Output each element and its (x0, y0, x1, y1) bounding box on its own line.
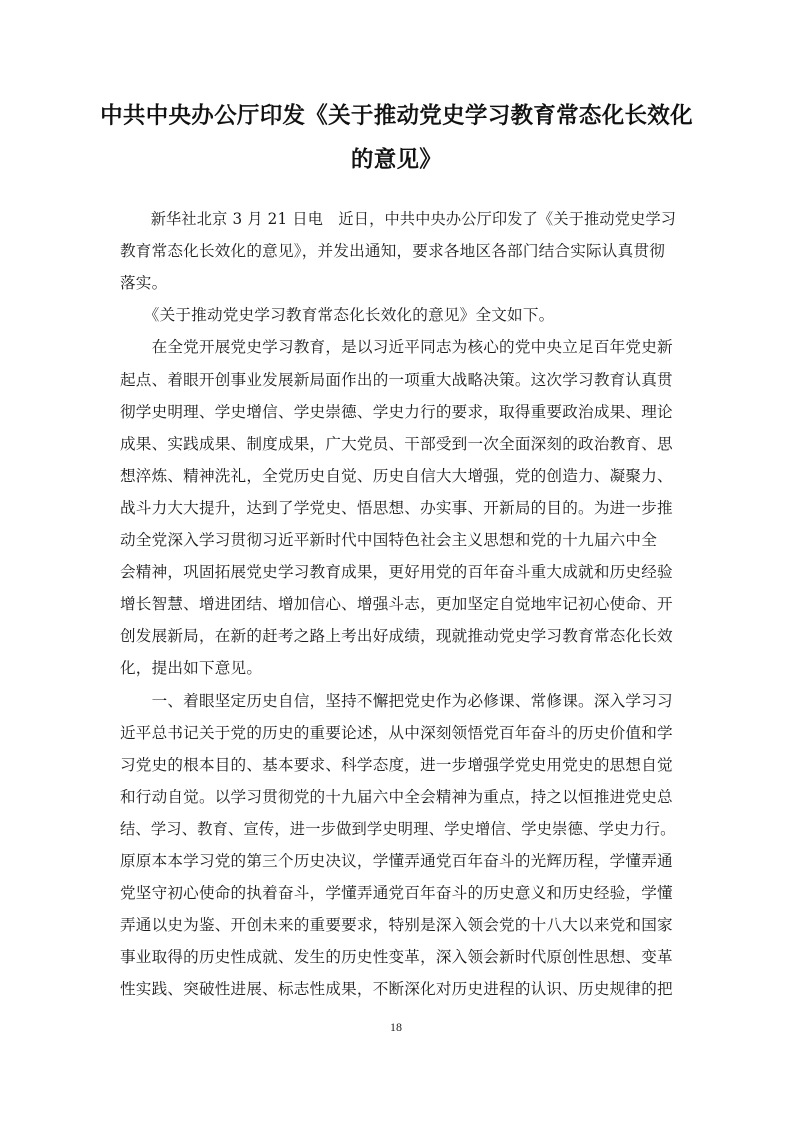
body-line: 一、着眼坚定历史自信，坚持不懈把党史作为必修课、常修课。深入学习习 (120, 691, 673, 710)
page-number: 18 (390, 1020, 402, 1034)
body-line: 彻学史明理、学史增信、学史崇德、学史力行的要求，取得重要政治成果、理论 (120, 402, 673, 421)
body-line: 成果、实践成果、制度成果，广大党员、干部受到一次全面深刻的政治教育、思 (120, 434, 673, 453)
body-line: 创发展新局，在新的赶考之路上考出好成绩，现就推动党史学习教育常态化长效 (120, 627, 673, 646)
body-line: 想淬炼、精神洗礼，全党历史自觉、历史自信大大增强，党的创造力、凝聚力、 (120, 466, 673, 485)
body-line: 在全党开展党史学习教育，是以习近平同志为核心的党中央立足百年党史新 (120, 338, 673, 357)
body-line: 习党史的根本目的、基本要求、科学态度，进一步增强学党史用党史的思想自觉 (120, 755, 673, 774)
body-line: 动全党深入学习贯彻习近平新时代中国特色社会主义思想和党的十九届六中全 (120, 531, 657, 549)
body-line: 落实。 (120, 274, 168, 293)
body-line: 会精神，巩固拓展党史学习教育成果，更好用党的百年奋斗重大成就和历史经验 (120, 563, 673, 582)
body-line: 起点、着眼开创事业发展新局面作出的一项重大战略决策。这次学习教育认真贯 (120, 370, 673, 389)
body-line: 原原本本学习党的第三个历史决议，学懂弄通党百年奋斗的光辉历程，学懂弄通 (120, 852, 673, 870)
body-line: 事业取得的历史性成就、发生的历史性变革，深入领会新时代原创性思想、变革 (120, 948, 673, 967)
body-line: 近平总书记关于党的历史的重要论述，从中深刻领悟党百年奋斗的历史价值和学 (120, 723, 673, 742)
body-line: 新华社北京 3 月 21 日电 近日，中共中央办公厅印发了《关于推动党史学习 (120, 210, 677, 228)
body-line: 《关于推动党史学习教育常态化长效化的意见》全文如下。 (120, 306, 555, 325)
body-line: 结、学习、教育、宣传，进一步做到学史明理、学史增信、学史崇德、学史力行。 (120, 819, 676, 838)
body-line: 性实践、突破性进展、标志性成果，不断深化对历史进程的认识、历史规律的把 (120, 980, 673, 999)
body-line: 教育常态化长效化的意见》，并发出通知，要求各地区各部门结合实际认真贯彻 (120, 242, 665, 261)
document-title-line-2: 的意见》 (350, 147, 443, 173)
body-line: 战斗力大大提升，达到了学党史、悟思想、办实事、开新局的目的。为进一步推 (120, 498, 673, 517)
document-title-line-1: 中共中央办公厅印发《关于推动党史学习教育常态化长效化 (100, 103, 693, 129)
body-line: 和行动自觉。以学习贯彻党的十九届六中全会精神为重点，持之以恒推进党史总 (120, 787, 673, 806)
body-line: 弄通以史为鉴、开创未来的重要要求，特别是深入领会党的十八大以来党和国家 (120, 916, 673, 935)
body-line: 化，提出如下意见。 (120, 659, 263, 678)
body-line: 党坚守初心使命的执着奋斗，学懂弄通党百年奋斗的历史意义和历史经验，学懂 (120, 884, 673, 903)
body-line: 增长智慧、增进团结、增加信心、增强斗志，更加坚定自觉地牢记初心使命、开 (120, 595, 673, 614)
